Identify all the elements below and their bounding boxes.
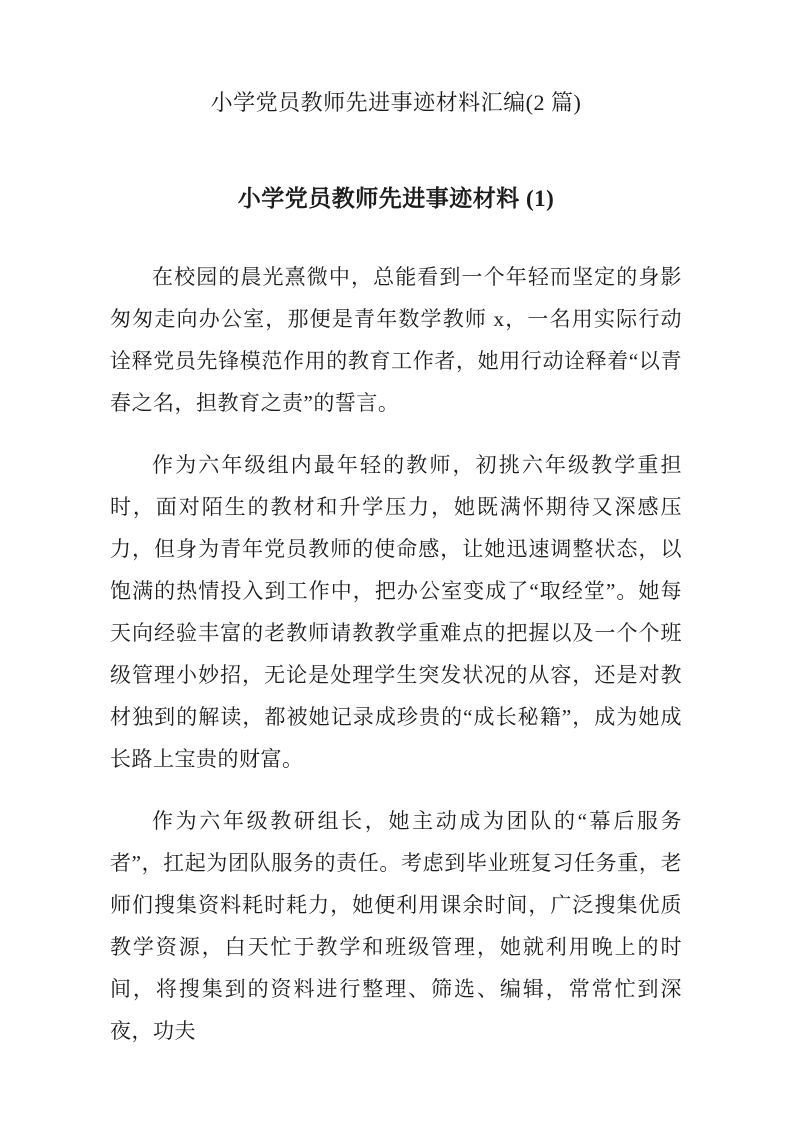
body-paragraph-1: 在校园的晨光熹微中，总能看到一个年轻而坚定的身影匆匆走向办公室，那便是青年数学教师 x，一名用实际行动诠释党员先锋模范作用的教育工作者，她用行动诠释着“以青春之名，担教育之责”的誓言。: [110, 265, 682, 415]
document-body: [110, 256, 682, 1052]
document-title: 小学党员教师先进事迹材料汇编(2 篇): [210, 90, 582, 115]
body-paragraph-3: 作为六年级教研组长，她主动成为团队的“幕后服务者”，扛起为团队服务的责任。考虑到毕业班复习任务重，老师们搜集资料耗时耗力，她便利用课余时间，广泛搜集优质教学资源，白天忙于教学和班级管理，她就利用晚上的时间，将搜集到的资料进行整理、筛选、编辑，常常忙到深夜，功夫: [110, 809, 682, 1043]
body-paragraph-2: 作为六年级组内最年轻的教师，初挑六年级教学重担时，面对陌生的教材和升学压力，她既满怀期待又深感压力，但身为青年党员教师的使命感，让她迅速调整状态，以饱满的热情投入到工作中，把办公室变成了“取经堂”。她每天向经验丰富的老教师请教教学重难点的把握以及一个个班级管理小妙招，无论是处理学生突发状况的从容，还是对教材独到的解读，都被她记录成珍贵的“成长秘籍”，成为她成长路上宝贵的财富。: [110, 453, 682, 771]
section-heading: 小学党员教师先进事迹材料 (1): [237, 186, 555, 211]
